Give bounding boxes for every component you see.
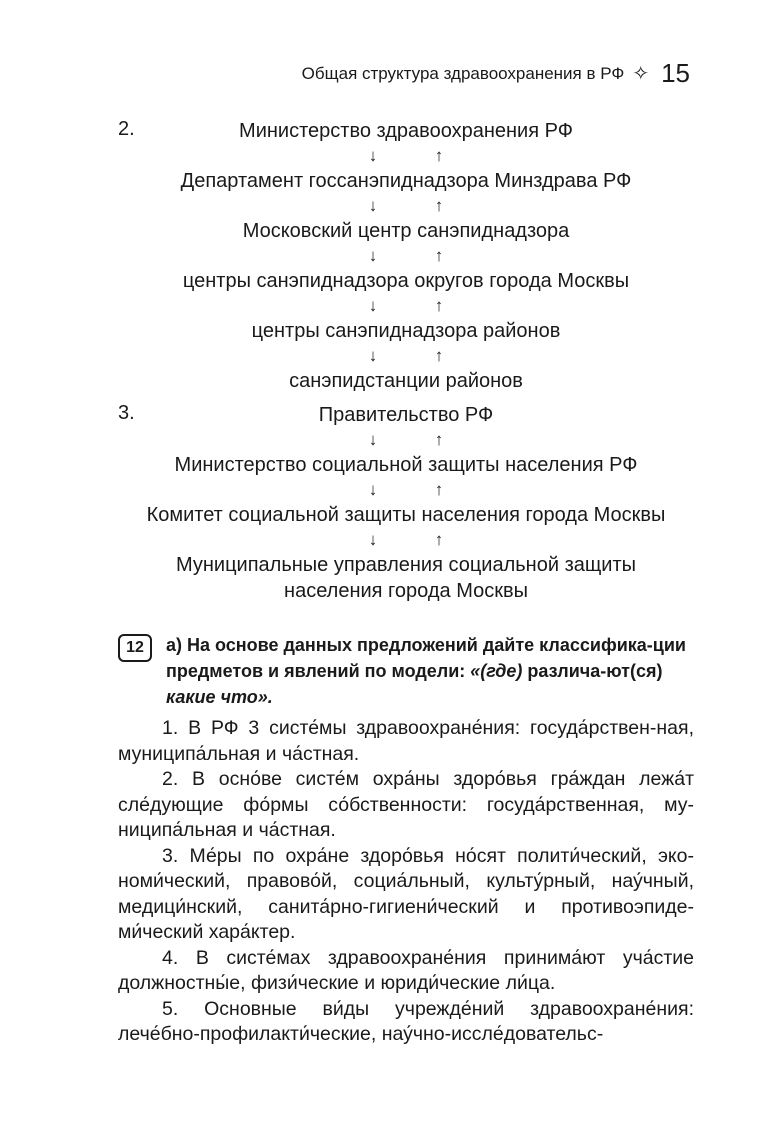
task-text-part: а) На основе данных предложений дайте классифика-ции предметов и явлений по модели:: [166, 635, 686, 681]
hierarchy-level: Муниципальные управления социальной защиты: [175, 554, 637, 576]
arrow-down-icon: ↓: [368, 430, 378, 449]
arrow-pair: [118, 428, 694, 452]
arrow-down-icon: ↓: [368, 146, 378, 165]
arrow-pair: [118, 144, 694, 168]
arrow-down-icon: ↓: [368, 480, 378, 499]
page-header: [302, 58, 690, 89]
sentence-paragraph: 2. В осно́ве систе́м охра́ны здоро́вья гра́ждан лежа́т сле́дующие фо́рмы со́бственности: госуда́рственная, му-ниципа́льная и ча́стная.: [118, 768, 694, 841]
hierarchy-level: санэпидстанции районов: [289, 370, 523, 392]
task-number-badge: 12: [118, 634, 152, 662]
section-number: 3.: [118, 402, 135, 424]
arrow-pair: [118, 528, 694, 552]
section-2-hierarchy: [118, 118, 694, 394]
arrow-down-icon: ↓: [368, 246, 378, 265]
section-number: 2.: [118, 118, 135, 140]
exercise-sentences: [118, 716, 694, 1048]
page-number: 15: [661, 58, 690, 88]
task-12: [118, 632, 694, 710]
hierarchy-level: центры санэпиднадзора районов: [251, 320, 561, 342]
arrow-pair: [118, 344, 694, 368]
hierarchy-level: Департамент госсанэпиднадзора Минздрава РФ: [180, 170, 632, 192]
arrow-pair: [118, 194, 694, 218]
arrow-up-icon: ↑: [434, 296, 444, 315]
task-text-italic: «(где): [470, 661, 528, 681]
arrow-up-icon: ↑: [434, 146, 444, 165]
arrow-down-icon: ↓: [368, 530, 378, 549]
arrow-up-icon: ↑: [434, 430, 444, 449]
arrow-up-icon: ↑: [434, 246, 444, 265]
arrow-pair: [118, 478, 694, 502]
section-3-hierarchy: [118, 402, 694, 604]
task-text-part: различа-ют(ся): [527, 661, 663, 681]
hierarchy-level: Московский центр санэпиднадзора: [242, 220, 570, 242]
arrow-down-icon: ↓: [368, 296, 378, 315]
sentence-paragraph: 1. В РФ 3 систе́мы здравоохране́ния: госуда́рствен-ная, муниципа́льная и ча́стная.: [118, 717, 694, 765]
hierarchy-level: Правительство РФ: [318, 404, 494, 426]
arrow-up-icon: ↑: [434, 480, 444, 499]
task-instruction: [166, 632, 694, 710]
hierarchy-level: Министерство социальной защиты населения РФ: [174, 454, 638, 476]
arrow-up-icon: ↑: [434, 346, 444, 365]
hierarchy-level: Министерство здравоохранения РФ: [239, 120, 573, 142]
arrow-up-icon: ↑: [434, 196, 444, 215]
arrow-pair: [118, 294, 694, 318]
hierarchy-level: населения города Москвы: [284, 580, 528, 602]
hierarchy-level: центры санэпиднадзора округов города Москвы: [182, 270, 630, 292]
star-icon: ✧: [632, 62, 650, 85]
task-text-italic: какие что».: [166, 687, 273, 707]
sentence-paragraph: 5. Основныe ви́ды учрежде́ний здравоохране́ния: лече́бно-профилакти́ческие, нау́чно-иссле́довательс-: [118, 997, 694, 1045]
arrow-down-icon: ↓: [368, 346, 378, 365]
sentence-paragraph: 3. Ме́ры по охра́не здоро́вья но́сят полити́ческий, эко-номи́ческий, правово́й, социа́льный, культу́рный, нау́чный, медици́нский, санита́рно-гигиени́ческий и противоэпиде-ми́ческий хара́ктер.: [118, 844, 694, 943]
arrow-down-icon: ↓: [368, 196, 378, 215]
running-title: Общая структура здравоохранения в РФ: [301, 63, 625, 83]
arrow-up-icon: ↑: [434, 530, 444, 549]
sentence-paragraph: 4. В систе́мах здравоохране́ния принима́ют уча́стие должностны́е, физи́ческие и юриди́ческие ли́ца.: [118, 946, 694, 994]
arrow-pair: [118, 244, 694, 268]
hierarchy-level: Комитет социальной защиты населения города Москвы: [146, 504, 666, 526]
